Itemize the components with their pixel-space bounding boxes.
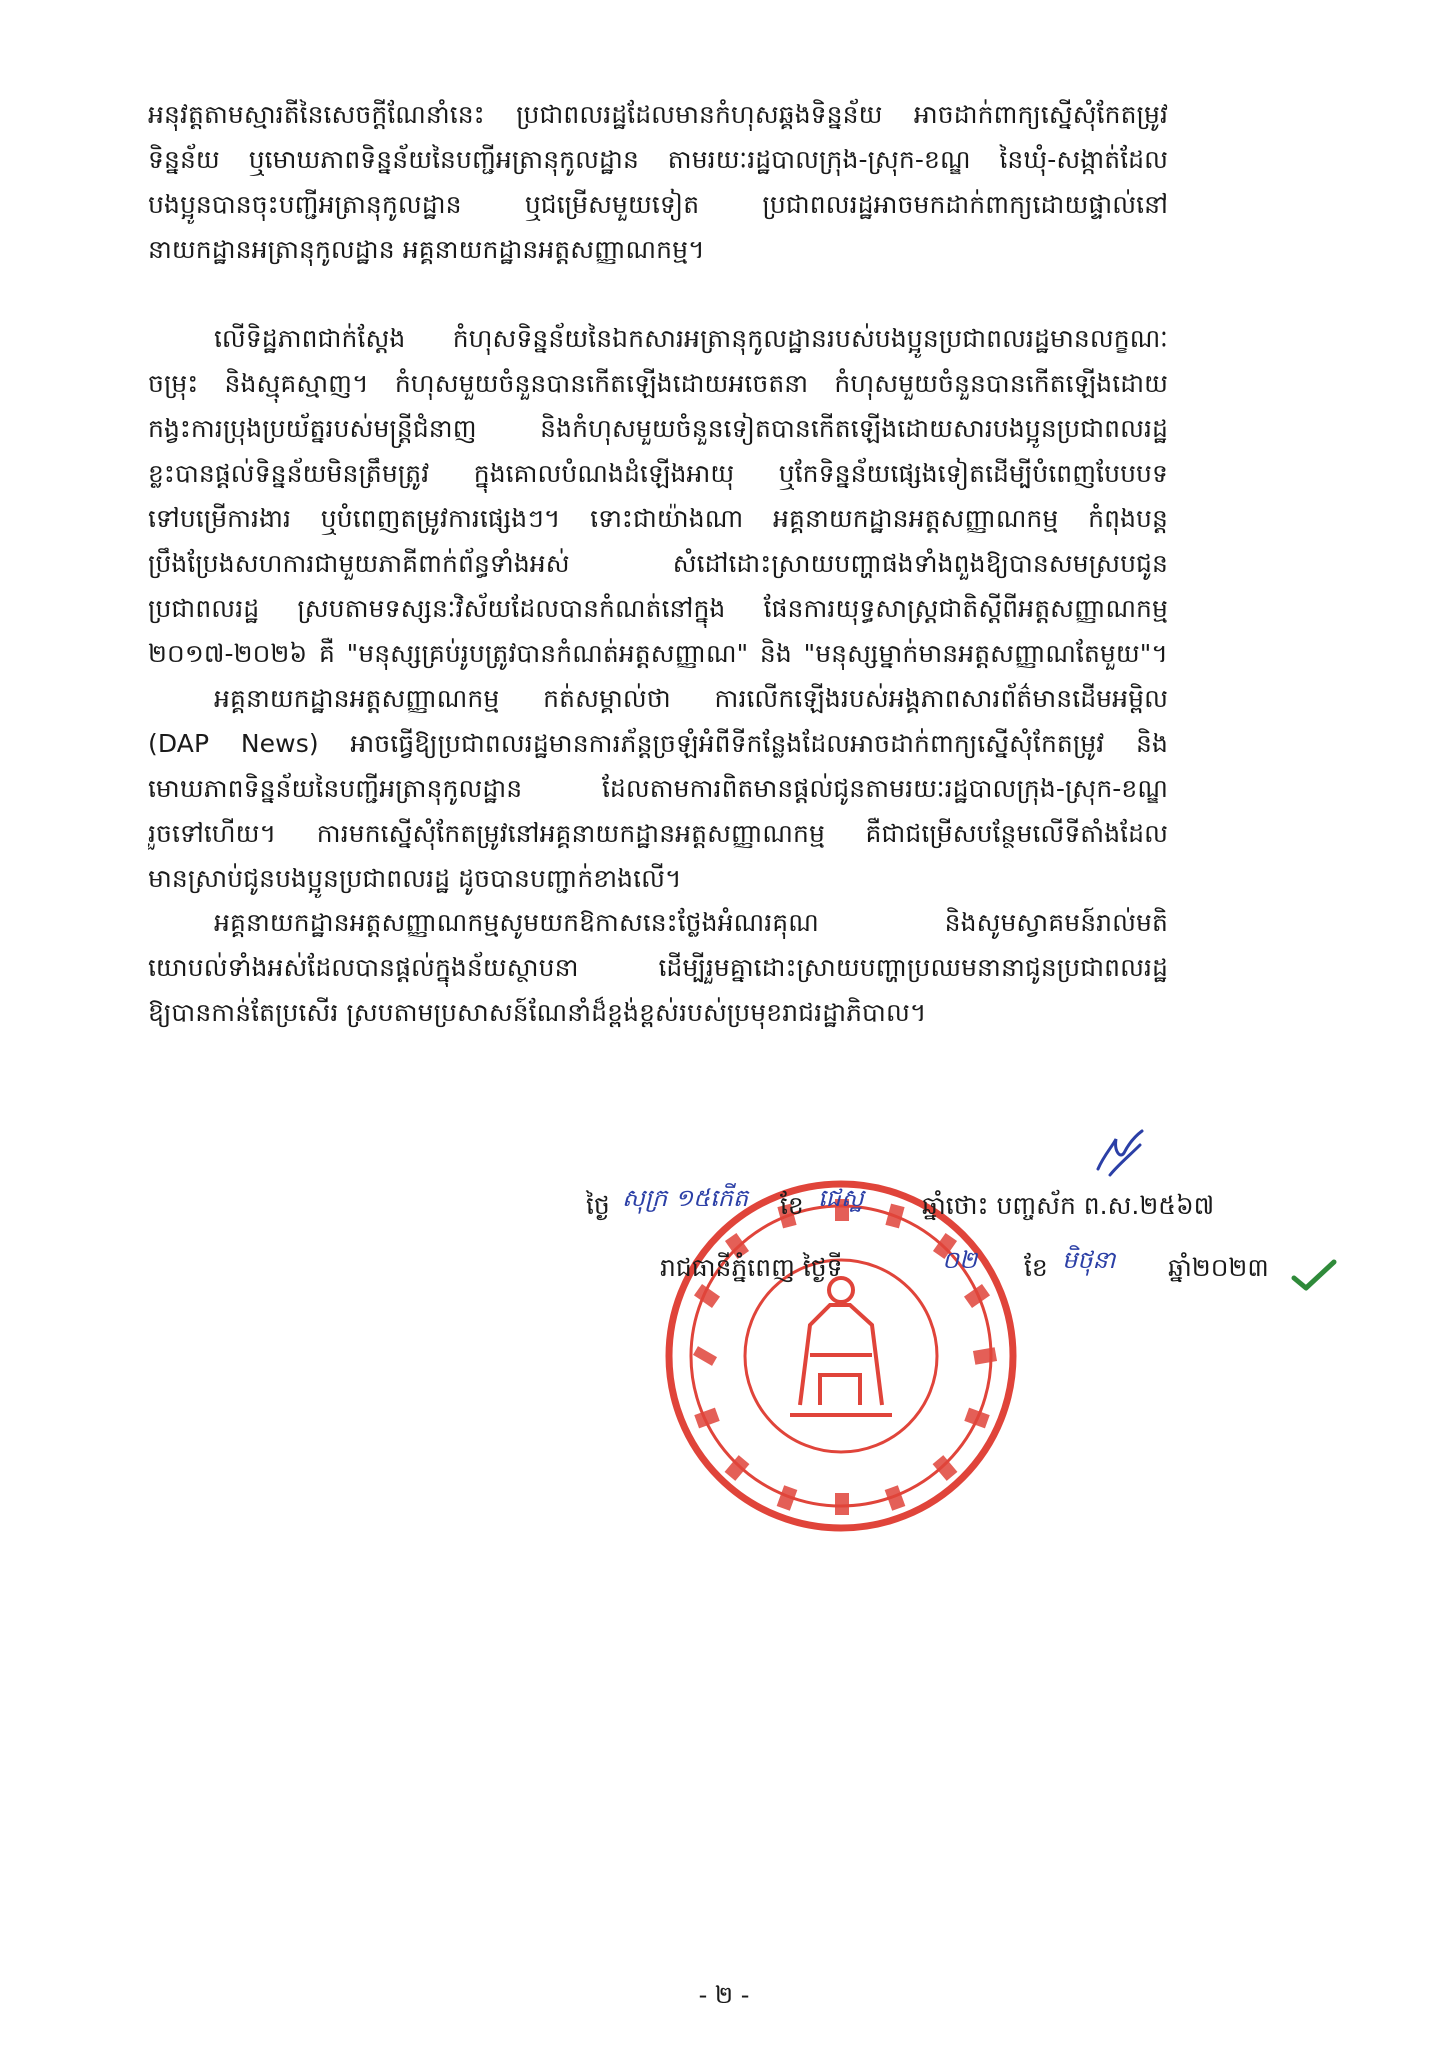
paragraph-line: ខ្លះបានផ្តល់ទិន្នន័យមិនត្រឹមត្រូវ ក្នុងគោលបំណងដំឡើងអាយុ ឬកែទិន្នន័យផ្សេងទៀតដើម្បីបំពេញបែបបទ bbox=[148, 459, 1168, 488]
handwritten-day: ០២ bbox=[942, 1246, 978, 1274]
paragraph-line: ទិន្នន័យ ឬមោឃភាពទិន្នន័យនៃបញ្ជីអត្រានុកូលដ្ឋាន តាមរយៈរដ្ឋបាលក្រុង-ស្រុក-ខណ្ឌ នៃឃុំ-សង្កាត់ដែល bbox=[148, 145, 1168, 174]
place-date-label: រាជធានីភ្នំពេញ ថ្ងៃទី bbox=[660, 1253, 843, 1282]
handwritten-lunar-day: សុក្រ ១៥កើត bbox=[622, 1184, 749, 1212]
paragraph-line: នាយកដ្ឋានអត្រានុកូលដ្ឋាន អគ្គនាយកដ្ឋានអត្តសញ្ញាណកម្ម។ bbox=[148, 235, 705, 264]
lunar-month-label: ខែ bbox=[780, 1191, 804, 1220]
paragraph-line: អគ្គនាយកដ្ឋានអត្តសញ្ញាណកម្មសូមយកឱកាសនេះថ្លែងអំណរគុណ និងសូមស្វាគមន៍រាល់មតិ bbox=[214, 908, 1168, 937]
handwritten-lunar-month: ជេស្ឋ bbox=[818, 1184, 864, 1212]
paragraph-4 bbox=[148, 900, 1168, 1035]
paragraph-2 bbox=[148, 316, 1168, 676]
paragraph-line: ចម្រុះ និងស្មុគស្មាញ។ កំហុសមួយចំនួនបានកើតឡើងដោយអចេតនា កំហុសមួយចំនួនបានកើតឡើងដោយ bbox=[148, 369, 1168, 398]
month-label: ខែ bbox=[1024, 1253, 1048, 1282]
check-mark-icon bbox=[1290, 1258, 1338, 1294]
paragraph-1 bbox=[148, 92, 1168, 272]
paragraph-line: កង្វះការប្រុងប្រយ័ត្នរបស់មន្ត្រីជំនាញ និងកំហុសមួយចំនួនទៀតបានកើតឡើងដោយសារបងប្អូនប្រជាពលរដ្ឋ bbox=[148, 414, 1168, 443]
page-number: - ២ - bbox=[698, 1981, 750, 2009]
paragraph-line: យោបល់ទាំងអស់ដែលបានផ្តល់ក្នុងន័យស្ថាបនា ដើម្បីរួមគ្នាដោះស្រាយបញ្ហាប្រឈមនានាជូនប្រជាពលរដ្ឋ bbox=[148, 953, 1168, 982]
paragraph-line: អគ្គនាយកដ្ឋានអត្តសញ្ញាណកម្ម កត់សម្គាល់ថា ការលើកឡើងរបស់អង្គភាពសារព័ត៌មានដើមអម្ពិល bbox=[214, 684, 1168, 713]
official-seal bbox=[660, 1175, 1022, 1537]
paragraph-line: លើទិដ្ឋភាពជាក់ស្តែង កំហុសទិន្នន័យនៃឯកសារអត្រានុកូលដ្ឋានរបស់បងប្អូនប្រជាពលរដ្ឋមានលក្ខណៈ bbox=[214, 324, 1168, 353]
paragraph-line: អនុវត្តតាមស្មារតីនៃសេចក្តីណែនាំនេះ ប្រជាពលរដ្ឋដែលមានកំហុសឆ្គងទិន្នន័យ អាចដាក់ពាក្យស្នើសុំកែតម្រូវ bbox=[148, 100, 1168, 129]
paragraph-line: បងប្អូនបានចុះបញ្ជីអត្រានុកូលដ្ឋាន ឬជម្រើសមួយទៀត ប្រជាពលរដ្ឋអាចមកដាក់ពាក្យដោយផ្ទាល់នៅ bbox=[148, 190, 1168, 219]
paragraph-line: (DAP News) អាចធ្វើឱ្យប្រជាពលរដ្ឋមានការភ័ន្តច្រឡំអំពីទីកន្លែងដែលអាចដាក់ពាក្យស្នើសុំកែតម្រូវ និង bbox=[148, 729, 1168, 758]
paragraph-line: ២០១៧-២០២៦ គឺ "មនុស្សគ្រប់រូបត្រូវបានកំណត់អត្តសញ្ញាណ" និង "មនុស្សម្នាក់មានអត្តសញ្ញាណតែមួយ"។ bbox=[148, 639, 1168, 668]
lunar-day-label: ថ្ងៃ bbox=[586, 1191, 610, 1220]
paragraph-3 bbox=[148, 676, 1168, 901]
year-text: ឆ្នាំ២០២៣ bbox=[1168, 1253, 1269, 1282]
paragraph-line: រួចទៅហើយ។ ការមកស្នើសុំកែតម្រូវនៅអគ្គនាយកដ្ឋានអត្តសញ្ញាណកម្ម គឺជាជម្រើសបន្ថែមលើទីតាំងដែល bbox=[148, 819, 1168, 848]
paragraph-line: ប្រឹងប្រែងសហការជាមួយភាគីពាក់ព័ន្ធទាំងអស់ សំដៅដោះស្រាយបញ្ហាផងទាំងពួងឱ្យបានសមស្របជូន bbox=[148, 549, 1168, 578]
handwritten-month: មិថុនា bbox=[1062, 1246, 1116, 1274]
paragraph-line: មានស្រាប់ជូនបងប្អូនប្រជាពលរដ្ឋ ដូចបានបញ្ជាក់ខាងលើ។ bbox=[148, 864, 682, 893]
paragraph-line: ទៅបម្រើការងារ ឬបំពេញតម្រូវការផ្សេងៗ។ ទោះជាយ៉ាងណា អគ្គនាយកដ្ឋានអត្តសញ្ញាណកម្ម កំពុងបន្ត bbox=[148, 504, 1168, 533]
lunar-year-text: ឆ្នាំថោះ បញ្ចស័ក ព.ស.២៥៦៧ bbox=[922, 1191, 1215, 1220]
signature-mark bbox=[1090, 1125, 1150, 1185]
paragraph-line: មោឃភាពទិន្នន័យនៃបញ្ជីអត្រានុកូលដ្ឋាន ដែលតាមការពិតមានផ្តល់ជូនតាមរយៈរដ្ឋបាលក្រុង-ស្រុក-ខណ្ឌ bbox=[148, 774, 1168, 803]
paragraph-line: ឱ្យបានកាន់តែប្រសើរ ស្របតាមប្រសាសន៍ណែនាំដ៏ខ្ពង់ខ្ពស់របស់ប្រមុខរាជរដ្ឋាភិបាល។ bbox=[148, 998, 927, 1027]
paragraph-line: ប្រជាពលរដ្ឋ ស្របតាមទស្សនៈវិស័យដែលបានកំណត់នៅក្នុង ផែនការយុទ្ធសាស្ត្រជាតិស្តីពីអត្តសញ្ញាណកម្ម bbox=[148, 594, 1168, 623]
